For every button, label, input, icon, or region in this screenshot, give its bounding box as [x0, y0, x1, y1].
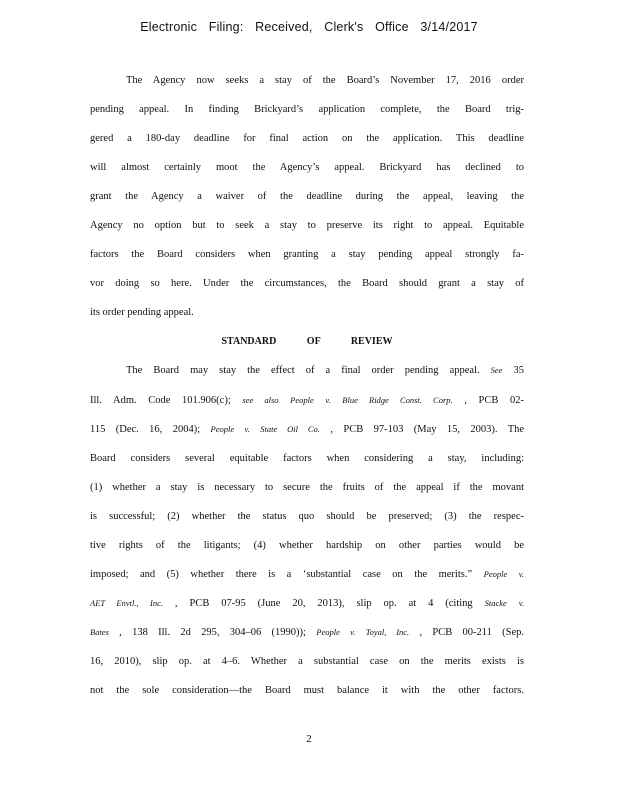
- citation-signal: see also: [242, 394, 279, 405]
- text-line: its order pending appeal.: [90, 307, 194, 319]
- text-run: , 138 Ill. 2d 295, 304–06 (1990));: [119, 626, 306, 638]
- text-line: vor doing so here. Under the circumstances, the Board should grant a stay of: [90, 278, 524, 290]
- case-name: Blue Ridge Const. Corp.: [342, 394, 453, 405]
- text-line: [90, 589, 524, 618]
- text-run: , PCB 00-211 (Sep.: [419, 626, 524, 638]
- paragraph-standard: [90, 356, 524, 705]
- text-line: gered a 180-day deadline for final action on the application. This deadline: [90, 133, 524, 145]
- case-name: AET Envtl., Inc.: [90, 597, 163, 608]
- text-run: , PCB 07-95 (June 20, 2013), slip op. at 4 (citing: [174, 597, 473, 609]
- text-run: 35: [513, 365, 524, 377]
- text-line: pending appeal. In finding Brickyard’s application complete, the Board trig-: [90, 104, 524, 116]
- text-run: 115 (Dec. 16, 2004);: [90, 423, 201, 435]
- case-name: v.: [350, 626, 356, 637]
- text-line: factors the Board considers when granting a stay pending appeal strongly fa-: [90, 249, 524, 261]
- text-line: grant the Agency a waiver of the deadline during the appeal, leaving the: [90, 191, 524, 203]
- text-line: 16, 2010), slip op. at 4–6. Whether a substantial case on the merits exists is: [90, 655, 524, 667]
- document-body: [90, 66, 524, 705]
- text-line: [90, 560, 524, 589]
- page-number: 2: [306, 733, 312, 745]
- case-name: People: [483, 568, 508, 579]
- text-run: imposed; and (5) whether there is a ‘substantial case on the merits.”: [90, 568, 473, 580]
- case-name: v.: [244, 423, 250, 434]
- text-line: Board considers several equitable factors when considering a stay, including:: [90, 452, 524, 464]
- text-line: will almost certainly moot the Agency’s appeal. Brickyard has declined to: [90, 162, 524, 174]
- text-line: The Agency now seeks a stay of the Board’s November 17, 2016 order: [126, 75, 524, 86]
- text-line: (1) whether a stay is necessary to secure the fruits of the appeal if the movant: [90, 481, 524, 493]
- case-name: People: [290, 394, 314, 405]
- text-line: Agency no option but to seek a stay to preserve its right to appeal. Equitable: [90, 220, 524, 232]
- text-line: not the sole consideration—the Board must balance it with the other factors.: [90, 684, 524, 696]
- section-heading: STANDARD OF REVIEW: [221, 336, 393, 348]
- case-name: v.: [518, 597, 525, 608]
- text-run: Ill. Adm. Code 101.906(c);: [90, 394, 231, 406]
- text-run: The Board may stay the effect of a final order pending appeal.: [126, 365, 480, 377]
- text-line: [90, 386, 524, 415]
- case-name: People: [316, 626, 340, 637]
- citation-signal: See: [490, 365, 503, 376]
- text-line: [90, 415, 524, 444]
- text-line: [90, 356, 524, 385]
- text-line: tive rights of the litigants; (4) whether hardship on other parties would be: [90, 539, 524, 551]
- text-run: , PCB 02-: [464, 394, 524, 406]
- filing-header: Electronic Filing: Received, Clerk's Office 3/14/2017: [140, 20, 478, 34]
- case-name: Stacke: [484, 597, 507, 608]
- case-name: Bates: [90, 626, 109, 637]
- paragraph-intro: [90, 66, 524, 327]
- case-name: People: [210, 423, 235, 434]
- text-line: [90, 618, 524, 647]
- case-name: v.: [325, 394, 331, 405]
- case-name: v.: [518, 568, 525, 579]
- case-name: Toyal, Inc.: [365, 626, 410, 637]
- case-name: State Oil Co.: [260, 423, 320, 434]
- text-run: , PCB 97-103 (May 15, 2003). The: [330, 423, 525, 435]
- text-line: is successful; (2) whether the status quo should be preserved; (3) the respec-: [90, 510, 524, 522]
